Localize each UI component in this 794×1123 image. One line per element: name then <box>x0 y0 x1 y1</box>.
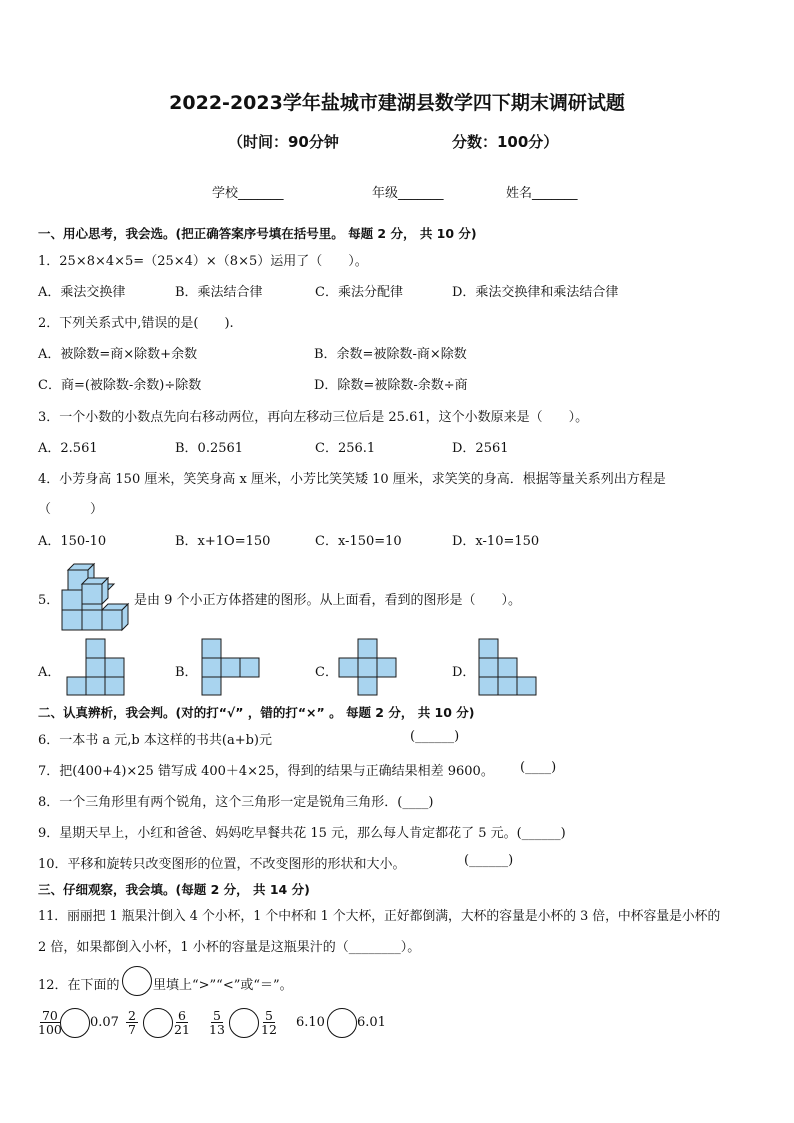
q12-item4-right: 6.01 <box>357 1015 386 1030</box>
section-1-heading: 一、用心思考，我会选。(把正确答案序号填在括号里。 每题 2 分， 共 10 分) <box>38 226 477 241</box>
name-field: 姓名_______ <box>506 186 578 201</box>
q12-item1-right: 0.07 <box>90 1015 119 1030</box>
q12-item4-answer-circle[interactable] <box>327 1008 357 1038</box>
q7-answer-blank: (____) <box>520 760 557 775</box>
q3-option-a: A．2.561 <box>38 441 98 456</box>
fraction-denominator: 13 <box>209 1022 225 1037</box>
fraction-numerator: 5 <box>212 1008 221 1023</box>
question-1: 1．25×8×4×5=（25×4）×（8×5）运用了（ ）。 <box>38 254 368 269</box>
fraction-denominator: 21 <box>174 1022 190 1037</box>
q5-option-c-figure <box>338 638 398 696</box>
q12-item3-answer-circle[interactable] <box>229 1008 259 1038</box>
q4-option-d: D．x-10=150 <box>452 534 540 549</box>
exam-title: 2022-2023学年盐城市建湖县数学四下期末调研试题 <box>169 92 625 114</box>
q2-option-a: A．被除数=商×除数+余数 <box>38 347 198 362</box>
q12-example-circle <box>122 966 152 996</box>
exam-time: （时间：90分钟 <box>228 133 339 151</box>
q5-number: 5． <box>38 593 60 608</box>
q5-option-b-figure <box>201 638 261 696</box>
question-8: 8．一个三角形里有两个锐角，这个三角形一定是锐角三角形．(____) <box>38 795 434 810</box>
q5-option-d: D． <box>452 665 476 680</box>
grade-field: 年级_______ <box>372 186 444 201</box>
q12-item1-answer-circle[interactable] <box>60 1008 90 1038</box>
q5-option-a-figure <box>66 638 126 696</box>
q5-option-d-figure <box>478 638 538 696</box>
question-6: 6．一本书 a 元,b 本这样的书共(a+b)元 <box>38 733 272 748</box>
q4-option-c: C．x-150=10 <box>315 534 402 549</box>
question-3: 3．一个小数的小数点先向右移动两位，再向左移动三位后是 25.61，这个小数原来是（ ）。 <box>38 410 589 425</box>
cube-stack-figure <box>60 562 134 632</box>
question-11-line-1: 11．丽丽把 1 瓶果汁倒入 4 个小杯，1 个中杯和 1 个大杯，正好都倒满，大杯的容量是小杯的 3 倍，中杯容量是小杯的 <box>38 909 721 924</box>
q12-item2-left-fraction <box>126 1009 138 1036</box>
q2-option-d: D．除数=被除数-余数÷商 <box>314 378 468 393</box>
q5-option-c: C． <box>315 665 338 680</box>
q5-option-b: B． <box>175 665 198 680</box>
question-12-prefix: 12．在下面的 <box>38 978 120 993</box>
q12-item3-right-fraction <box>259 1009 279 1036</box>
q1-option-a: A．乘法交换律 <box>38 285 126 300</box>
fraction-denominator: 100 <box>38 1022 62 1037</box>
q3-option-b: B．0.2561 <box>175 441 244 456</box>
school-field: 学校_______ <box>212 186 284 201</box>
q12-item3-left-fraction <box>207 1009 227 1036</box>
q12-item4-left: 6.10 <box>296 1015 325 1030</box>
q1-option-b: B．乘法结合律 <box>175 285 263 300</box>
q4-answer-blank: （ ） <box>38 502 104 517</box>
q12-item2-answer-circle[interactable] <box>143 1008 173 1038</box>
question-9: 9．星期天早上，小红和爸爸、妈妈吃早餐共花 15 元，那么每人肯定都花了 5 元。(______) <box>38 826 566 841</box>
q3-option-d: D．2561 <box>452 441 509 456</box>
section-2-heading: 二、认真辨析，我会判。(对的打“√” ，错的打“×” 。 每题 2 分， 共 10 分) <box>38 705 475 720</box>
question-10: 10．平移和旋转只改变图形的位置，不改变图形的形状和大小。 <box>38 857 406 872</box>
q3-option-c: C．256.1 <box>315 441 376 456</box>
fraction-numerator: 5 <box>264 1008 273 1023</box>
question-11-line-2: 2 倍，如果都倒入小杯，1 小杯的容量是这瓶果汁的（________）。 <box>38 940 421 955</box>
question-5: 是由 9 个小正方体搭建的图形。从上面看，看到的图形是（ ）。 <box>134 593 522 608</box>
question-2: 2．下列关系式中,错误的是( ). <box>38 316 234 331</box>
fraction-denominator: 12 <box>261 1022 277 1037</box>
q4-option-b: B．x+1O=150 <box>175 534 271 549</box>
fraction-denominator: 7 <box>128 1022 136 1037</box>
exam-score: 分数：100分） <box>452 133 559 151</box>
q2-option-b: B．余数=被除数-商×除数 <box>314 347 467 362</box>
q4-option-a: A．150-10 <box>38 534 107 549</box>
fraction-numerator: 6 <box>177 1008 186 1023</box>
q12-item2-right-fraction <box>172 1009 192 1036</box>
question-4: 4．小芳身高 150 厘米，笑笑身高 x 厘米，小芳比笑笑矮 10 厘米，求笑笑的身高．根据等量关系列出方程是 <box>38 472 666 487</box>
question-12-suffix: 里填上“>”“<”或“＝”。 <box>153 978 293 993</box>
q1-option-c: C．乘法分配律 <box>315 285 403 300</box>
section-3-heading: 三、仔细观察，我会填。(每题 2 分， 共 14 分) <box>38 882 310 897</box>
q2-option-c: C．商=(被除数-余数)÷除数 <box>38 378 202 393</box>
q6-answer-blank: (______) <box>410 729 460 744</box>
question-7: 7．把(400+4)×25 错写成 400＋4×25，得到的结果与正确结果相差 9600。 <box>38 764 494 779</box>
q1-option-d: D．乘法交换律和乘法结合律 <box>452 285 619 300</box>
q10-answer-blank: (______) <box>464 853 514 868</box>
fraction-numerator: 2 <box>128 1008 136 1023</box>
q5-option-a: A． <box>38 665 61 680</box>
fraction-numerator: 70 <box>41 1008 58 1023</box>
